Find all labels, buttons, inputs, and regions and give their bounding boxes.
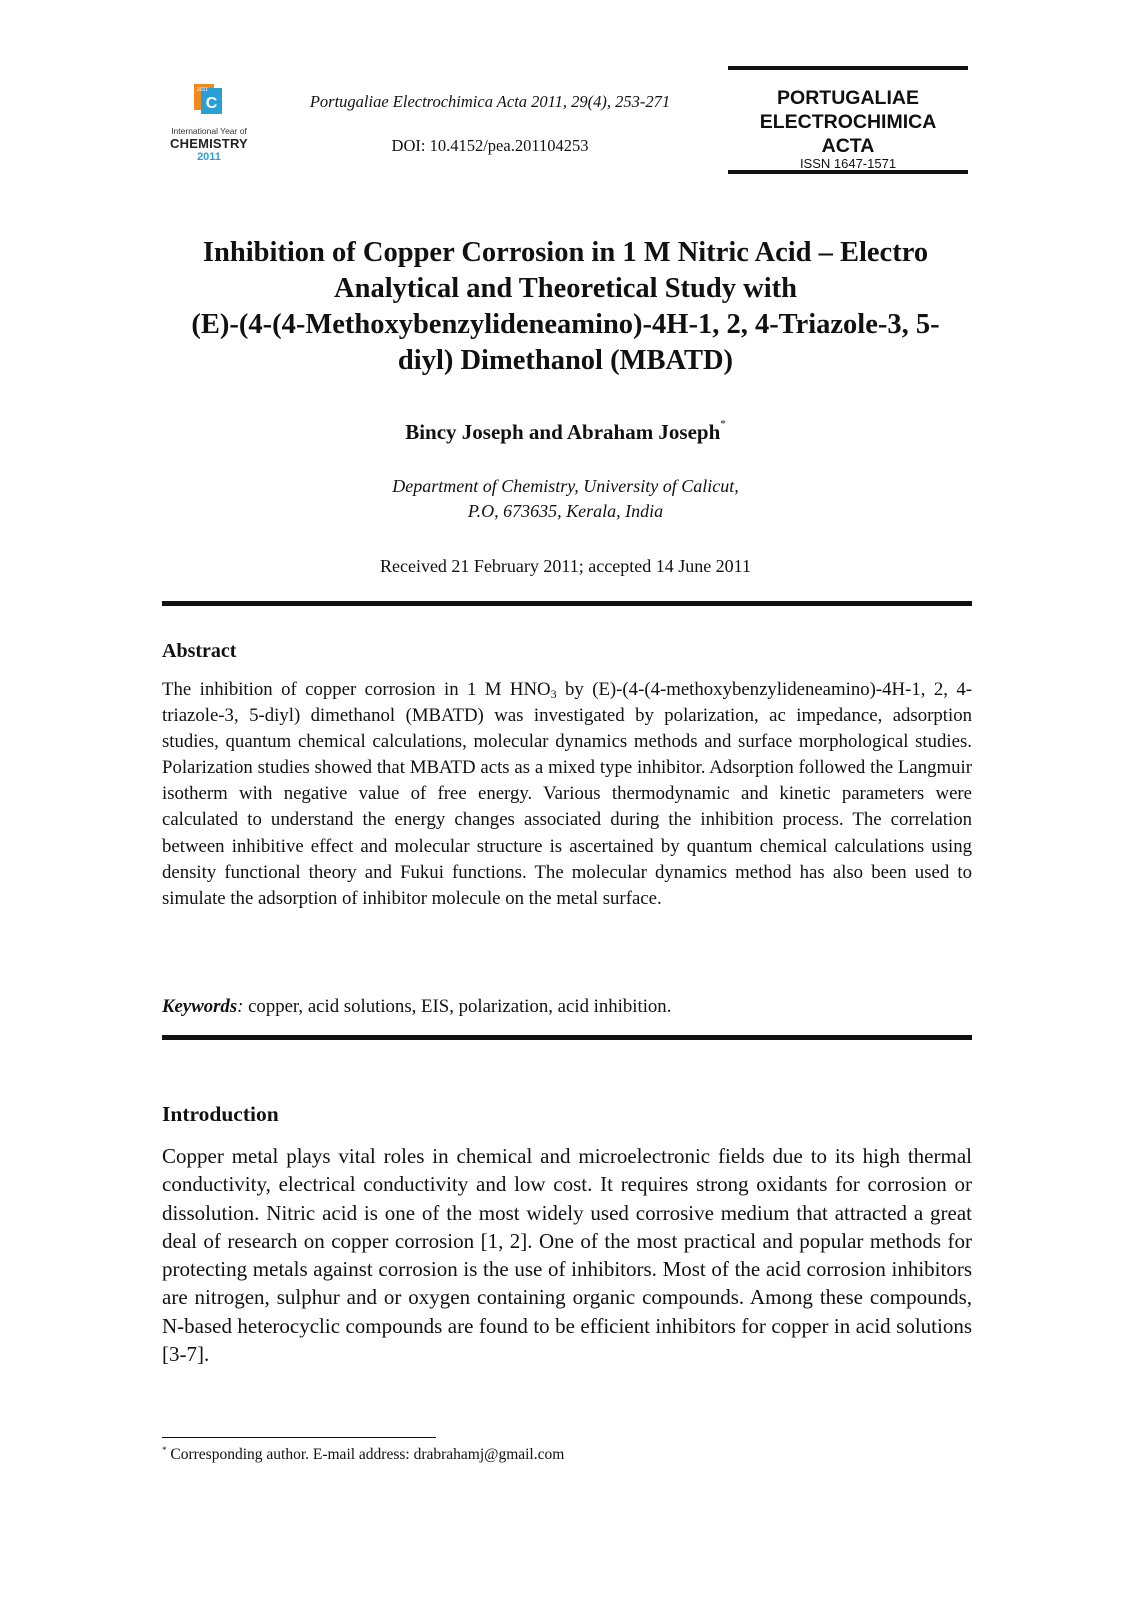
doi: DOI: 10.4152/pea.201104253 [391, 136, 589, 155]
logo-line-1: International Year of [171, 126, 247, 136]
abstract-subscript: 3 [550, 687, 557, 701]
affiliation-line-1: Department of Chemistry, University of Calicut, [392, 476, 739, 496]
logo-line-3: 2011 [197, 151, 221, 163]
abstract-text-1: The inhibition of copper corrosion in 1 M HNO [162, 679, 551, 700]
svg-text:C: C [205, 95, 218, 112]
affiliation [160, 474, 971, 524]
logo-line-2: CHEMISTRY [170, 136, 248, 151]
title-line-3: (E)-(4-(4-Methoxybenzylideneamino)-4H-1, 2, 4-Triazole-3, 5- [191, 309, 940, 340]
footnote-mark: * [162, 1445, 167, 1455]
corresponding-author-mark: * [720, 418, 726, 430]
abstract-heading: Abstract [162, 640, 237, 662]
author-names: Bincy Joseph and Abraham Joseph [405, 420, 721, 444]
divider-top [162, 601, 972, 606]
abstract-body [162, 677, 972, 912]
svg-text:2011: 2011 [197, 87, 208, 93]
keywords-list: copper, acid solutions, EIS, polarization, acid inhibition. [243, 996, 672, 1017]
footnote-text: Corresponding author. E-mail address: drabrahamj@gmail.com [166, 1446, 565, 1463]
title-line-1: Inhibition of Copper Corrosion in 1 M Nitric Acid – Electro [202, 237, 929, 268]
introduction-heading: Introduction [162, 1102, 279, 1126]
abstract-text-2: by (E)-(4-(4-methoxybenzylideneamino)-4H-1, 2, 4-triazole-3, 5-diyl) dimethanol (MBATD) was investigated by polarization, ac impedance, adsorption studies, quantum chemical calculations, molecular dynamics methods and surface morphological studies. Polarization studies showed that MBATD acts as a mixed type inhibitor. Adsorption followed the Langmuir isotherm with negative value of free energy. Various thermodynamic and kinetic parameters were calculated to understand the energy changes associated during the inhibition process. The correlation between inhibitive effect and molecular structure is ascertained by quantum chemical calculations using density functional theory and Fukui functions. The molecular dynamics method has also been used to simulate the adsorption of inhibitor molecule on the metal surface. [162, 679, 972, 909]
received-dates: Received 21 February 2011; accepted 14 June 2011 [379, 556, 752, 576]
footnote-divider [162, 1437, 436, 1438]
journal-name-box [728, 66, 968, 174]
introduction-body [162, 1142, 972, 1368]
article-title [160, 235, 971, 379]
issn: ISSN 1647-1571 [799, 156, 897, 171]
journal-name [728, 86, 968, 158]
journal-name-line-2: ELECTROCHIMICA [759, 111, 937, 133]
introduction-paragraph: Copper metal plays vital roles in chemical and microelectronic fields due to its high thermal conductivity, electrical conductivity and low cost. It requires strong oxidants for corrosion or dissolution. Nitric acid is one of the most widely used corrosive medium that attracted a great deal of research on copper corrosion [1, 2]. One of the most practical and popular methods for protecting metals against corrosion is the use of inhibitors. Most of the acid corrosion inhibitors are nitrogen, sulphur and or oxygen containing organic compounds. Among these compounds, N-based heterocyclic compounds are found to be efficient inhibitors for copper in acid solutions [3-7]. [162, 1144, 972, 1367]
journal-name-line-1: PORTUGALIAE [777, 87, 919, 109]
journal-reference: Portugaliae Electrochimica Acta 2011, 29(4), 253-271 [309, 92, 671, 111]
keywords-separator: : [237, 996, 244, 1017]
keywords-label: Keywords [162, 996, 238, 1017]
authors [160, 418, 971, 445]
footnote [162, 1445, 564, 1464]
divider-bottom [162, 1035, 972, 1040]
title-line-4: diyl) Dimethanol (MBATD) [397, 345, 734, 376]
keywords [162, 996, 972, 1018]
iyc-2011-logo [166, 76, 252, 168]
journal-name-line-3: ACTA [821, 135, 875, 157]
title-line-2: Analytical and Theoretical Study with [334, 273, 797, 304]
chemistry-year-badge-icon [194, 84, 222, 114]
affiliation-line-2: P.O, 673635, Kerala, India [467, 501, 664, 521]
